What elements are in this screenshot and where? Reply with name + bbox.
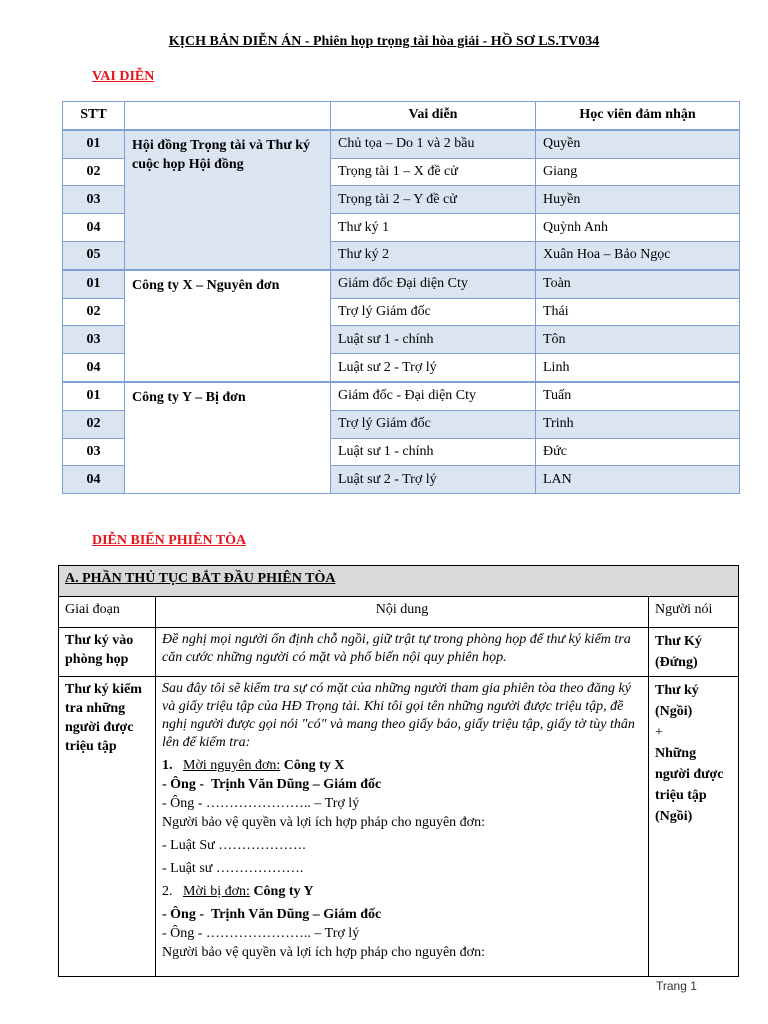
cell-stt: 03 — [63, 186, 125, 214]
cell-role: Trọng tài 2 – Y đề cử — [331, 186, 536, 214]
item-number: 2. — [162, 884, 173, 899]
line-prefix: - Ông - — [162, 907, 204, 922]
speaker-posture: (Ngồi) — [655, 809, 693, 824]
cell-stt: 02 — [63, 410, 125, 438]
header-student: Học viên đảm nhận — [536, 102, 740, 130]
defendant-protect-text: Người bảo vệ quyền và lợi ích hợp pháp cho nguyên đơn: — [162, 945, 485, 960]
intro-text: Sau đây tôi sẽ kiểm tra sự có mặt của những người tham gia phiên tòa theo đăng ký và giấy triệu tập của HĐ Trọng tài. Khi tôi gọi tên những người được triệu tập, đề nghị người được gọi nói "có" và mang theo giấy báo, giấy triệu tập, giấy tờ tùy thân lên để kiểm tra: — [162, 681, 635, 750]
cell-stt: 02 — [63, 298, 125, 326]
speaker-cell — [649, 677, 739, 977]
cell-role: Chủ tọa – Do 1 và 2 bầu — [331, 130, 536, 158]
cell-student: Toàn — [536, 270, 740, 298]
speaker-plus: + — [655, 725, 663, 740]
plaintiff-director — [162, 775, 642, 794]
stage-cell: Thư ký vào phòng họp — [59, 628, 156, 677]
cell-student: Xuân Hoa – Bảo Ngọc — [536, 241, 740, 269]
director-name: Trịnh Văn Dũng – Giám đốc — [211, 907, 382, 922]
procedure-caption-row — [59, 566, 739, 597]
cell-stt: 03 — [63, 438, 125, 466]
cell-stt: 05 — [63, 241, 125, 269]
plaintiff-lawyer-1: - Luật Sư ………………. — [162, 838, 306, 853]
page-number: Trang 1 — [656, 979, 697, 993]
cell-stt: 04 — [63, 214, 125, 242]
group-name-company-y: Công ty Y – Bị đơn — [125, 382, 331, 494]
stage-cell: Thư ký kiểm tra những người được triệu tập — [59, 677, 156, 977]
header-content: Nội dung — [156, 597, 649, 628]
procedure-caption: A. PHẦN THỦ TỤC BẮT ĐẦU PHIÊN TÒA — [59, 566, 739, 597]
roles-table — [62, 101, 740, 494]
cell-student: Thái — [536, 298, 740, 326]
cell-role: Luật sư 1 - chính — [331, 438, 536, 466]
cell-role: Thư ký 1 — [331, 214, 536, 242]
table-row — [59, 677, 739, 977]
header-stage: Giai đoạn — [59, 597, 156, 628]
cell-student: Quỳnh Anh — [536, 214, 740, 242]
cell-role: Thư ký 2 — [331, 241, 536, 269]
header-speaker: Người nói — [649, 597, 739, 628]
header-role: Vai diễn — [331, 102, 536, 130]
header-group — [125, 102, 331, 130]
cell-role: Trợ lý Giám đốc — [331, 410, 536, 438]
speaker-posture: (Ngồi) — [655, 704, 693, 719]
table-row — [63, 130, 740, 158]
cell-student: LAN — [536, 466, 740, 494]
cell-student: Giang — [536, 158, 740, 186]
item-label: Mời bị đơn: — [183, 884, 250, 899]
cell-student: Trinh — [536, 410, 740, 438]
director-name: Trịnh Văn Dũng – Giám đốc — [211, 777, 382, 792]
speaker-name: Thư ký — [655, 683, 699, 698]
procedure-header-row — [59, 597, 739, 628]
group-name-council: Hội đồng Trọng tài và Thư ký cuộc họp Hội đồng — [125, 130, 331, 270]
header-stt: STT — [63, 102, 125, 130]
content-cell — [156, 677, 649, 977]
summon-defendant — [162, 882, 642, 901]
cell-stt: 03 — [63, 326, 125, 354]
cell-role: Trọng tài 1 – X đề cử — [331, 158, 536, 186]
cell-role: Luật sư 2 - Trợ lý — [331, 354, 536, 382]
table-row — [63, 382, 740, 410]
table-row — [59, 628, 739, 677]
cell-stt: 01 — [63, 270, 125, 298]
cell-role: Giám đốc Đại diện Cty — [331, 270, 536, 298]
summon-plaintiff — [162, 756, 642, 775]
section-heading-proceedings: DIỄN BIẾN PHIÊN TÒA — [92, 533, 247, 548]
cell-student: Tôn — [536, 326, 740, 354]
plaintiff-lawyer-2: - Luật sư ………………. — [162, 861, 304, 876]
item-company: Công ty Y — [253, 884, 314, 899]
line-prefix: - Ông - — [162, 777, 204, 792]
cell-role: Giám đốc - Đại diện Cty — [331, 382, 536, 410]
plaintiff-assistant: - Ông - ………………….. – Trợ lý — [162, 796, 360, 811]
document-title: KỊCH BẢN DIỄN ÁN - Phiên họp trọng tài hòa giải - HỒ SƠ LS.TV034 — [168, 34, 600, 49]
plaintiff-protect-text: Người bảo vệ quyền và lợi ích hợp pháp cho nguyên đơn: — [162, 815, 485, 830]
table-row — [63, 270, 740, 298]
cell-stt: 04 — [63, 354, 125, 382]
cell-role: Luật sư 1 - chính — [331, 326, 536, 354]
cell-student: Huyền — [536, 186, 740, 214]
defendant-assistant: - Ông - ………………….. – Trợ lý — [162, 926, 360, 941]
procedure-table — [58, 565, 739, 977]
cell-role: Trợ lý Giám đốc — [331, 298, 536, 326]
item-company: Công ty X — [283, 758, 345, 773]
cell-stt: 02 — [63, 158, 125, 186]
speaker-cell — [649, 628, 739, 677]
item-label: Mời nguyên đơn: — [183, 758, 281, 773]
cell-student: Tuấn — [536, 382, 740, 410]
item-number: 1. — [162, 758, 173, 773]
cell-stt: 04 — [63, 466, 125, 494]
cell-stt: 01 — [63, 130, 125, 158]
roles-table-header — [63, 102, 740, 130]
speaker-summoned: Những người được triệu tập — [655, 746, 724, 803]
defendant-director — [162, 905, 642, 924]
cell-student: Quyền — [536, 130, 740, 158]
speaker-name: Thư Ký — [655, 634, 702, 649]
cell-stt: 01 — [63, 382, 125, 410]
section-heading-roles: VAI DIỄN — [92, 69, 155, 84]
cell-student: Đức — [536, 438, 740, 466]
group-name-company-x: Công ty X – Nguyên đơn — [125, 270, 331, 382]
speaker-posture: (Đứng) — [655, 655, 698, 670]
content-cell: Đề nghị mọi người ổn định chỗ ngồi, giữ trật tự trong phòng họp để thư ký kiểm tra căn cước những người có mặt và phổ biến nội quy phiên họp. — [156, 628, 649, 677]
cell-role: Luật sư 2 - Trợ lý — [331, 466, 536, 494]
cell-student: Linh — [536, 354, 740, 382]
